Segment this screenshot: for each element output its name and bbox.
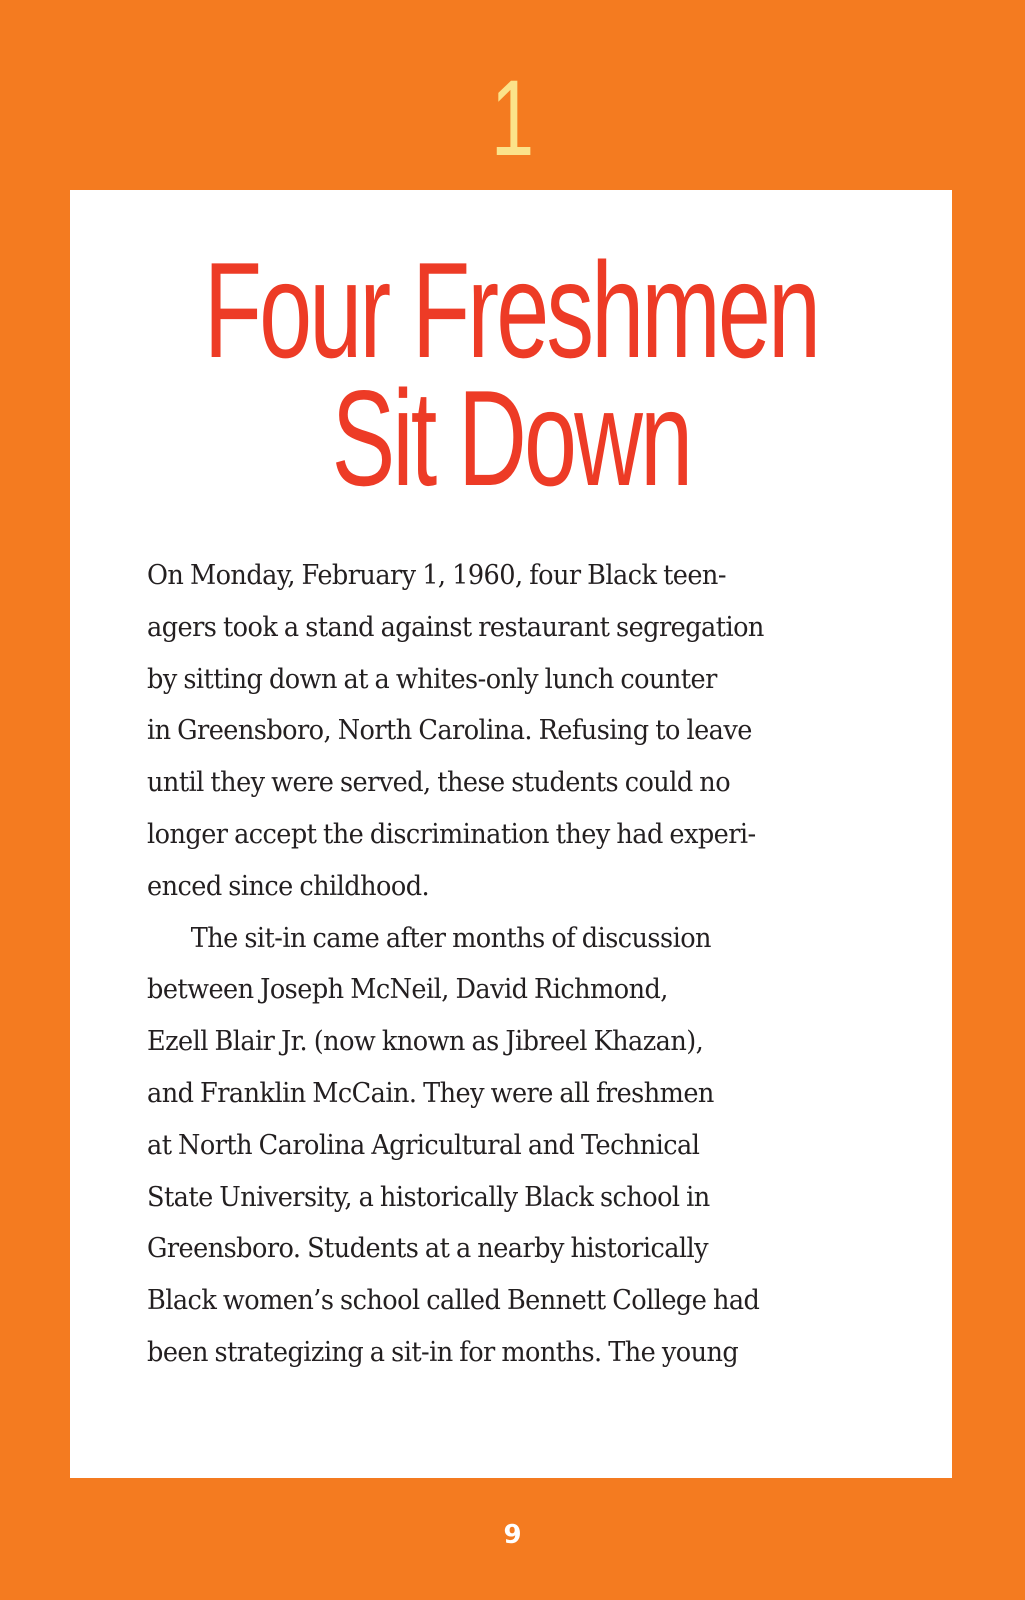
body-line: and Franklin McCain. They were all freshmen bbox=[147, 1076, 714, 1109]
body-line: between Joseph McNeil, David Richmond, bbox=[147, 973, 668, 1006]
body-line: Ezell Blair Jr. (now known as Jibreel Khazan), bbox=[147, 1025, 704, 1058]
body-text bbox=[147, 550, 877, 1379]
body-line: Greensboro. Students at a nearby historically bbox=[147, 1232, 709, 1265]
body-line: On Monday, February 1, 1960, four Black teen- bbox=[147, 559, 726, 591]
page-number: 9 bbox=[503, 1520, 522, 1550]
body-line: State University, a historically Black school in bbox=[147, 1180, 710, 1213]
chapter-title-line-1: Four Freshmen bbox=[203, 234, 819, 386]
body-line: at North Carolina Agricultural and Technical bbox=[147, 1128, 700, 1161]
body-line: by sitting down at a whites-only lunch counter bbox=[147, 662, 717, 695]
body-line: been strategizing a sit-in for months. The young bbox=[147, 1335, 739, 1368]
body-line: Black women’s school called Bennett College had bbox=[147, 1284, 760, 1317]
content-panel bbox=[70, 190, 952, 1478]
body-line: in Greensboro, North Carolina. Refusing to leave bbox=[147, 714, 752, 747]
chapter-title bbox=[202, 234, 819, 514]
chapter-number: 1 bbox=[490, 57, 535, 178]
body-line: longer accept the discrimination they had experi- bbox=[147, 817, 756, 850]
body-line: enced since childhood. bbox=[147, 869, 430, 902]
chapter-title-line-2: Sit Down bbox=[331, 362, 691, 514]
body-line-paragraph-start: The sit-in came after months of discussion bbox=[190, 921, 711, 954]
body-line: until they were served, these students could no bbox=[147, 766, 731, 799]
body-line: agers took a stand against restaurant segregation bbox=[147, 610, 764, 643]
